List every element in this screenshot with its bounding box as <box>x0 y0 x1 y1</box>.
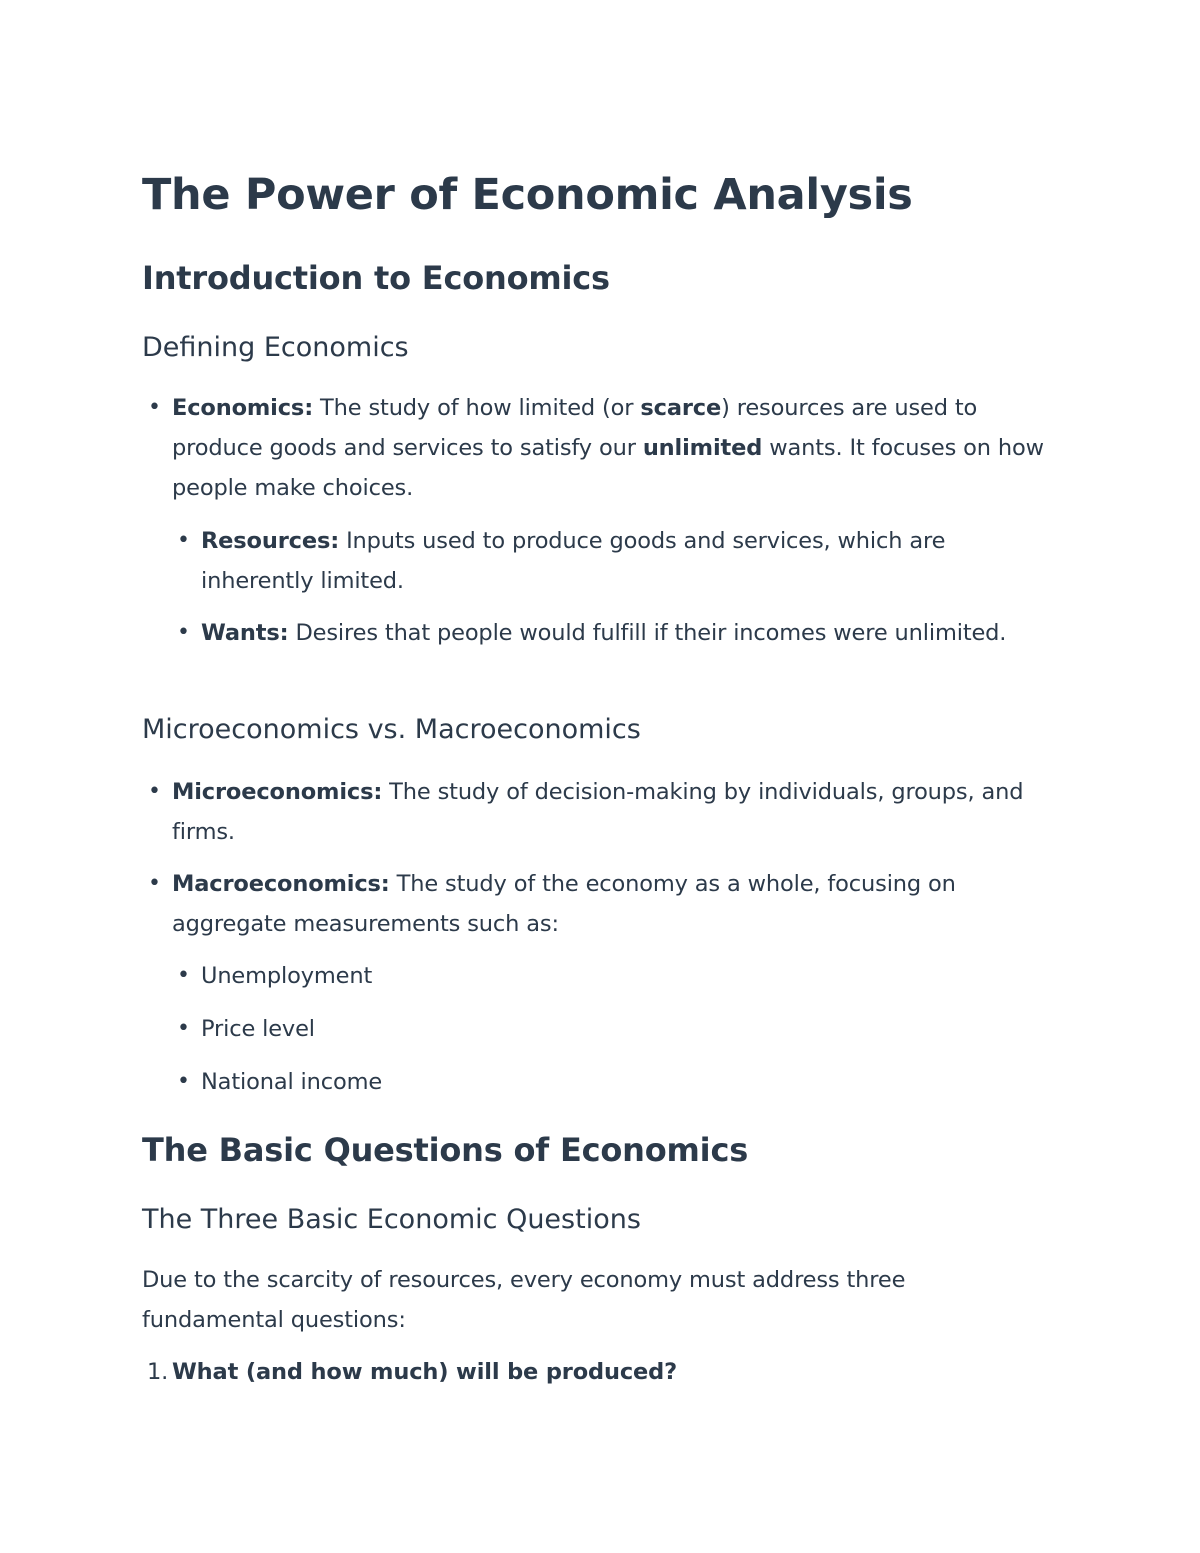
list-item-text: Price level <box>201 1016 315 1042</box>
term-separator: : <box>373 779 383 805</box>
list-item-economics <box>148 388 1052 508</box>
definition-text: The study of the economy as a whole, focusing on aggregate measurements such as: <box>172 871 956 937</box>
bullet-icon: • <box>177 620 190 645</box>
definition-text: Desires that people would fulfill if their incomes were unlimited. <box>288 620 1007 646</box>
term-economics: Economics <box>172 395 305 421</box>
list-item-national-income <box>177 1062 1051 1102</box>
bullet-icon: • <box>177 528 190 553</box>
term-separator: : <box>304 395 314 421</box>
list-item-resources <box>177 521 1051 601</box>
list-item-price-level <box>177 1009 1051 1049</box>
term-separator: : <box>380 871 390 897</box>
paragraph-scarcity: Due to the scarcity of resources, every economy must address three fundamental questions: <box>142 1267 906 1333</box>
subsection-heading-three-questions: The Three Basic Economic Questions <box>142 1204 641 1235</box>
emphasis-scarce: scarce <box>640 395 722 421</box>
list-item-macroeconomics <box>148 864 1052 944</box>
document-title: The Power of Economic Analysis <box>142 170 913 220</box>
term-resources: Resources <box>201 528 331 554</box>
definition-text: wants. It focuses on how people make choices. <box>172 435 1044 501</box>
list-item-unemployment <box>177 956 1051 996</box>
term-wants: Wants <box>201 620 280 646</box>
term-separator: : <box>330 528 340 554</box>
definition-text: The study of decision-making by individuals, groups, and firms. <box>172 779 1024 845</box>
term-separator: : <box>279 620 289 646</box>
bullet-icon: • <box>177 963 190 988</box>
bullet-icon: • <box>148 779 161 804</box>
definition-text: The study of how limited (or <box>313 395 641 421</box>
list-number: 1. <box>147 1359 169 1385</box>
term-microeconomics: Microeconomics <box>172 779 374 805</box>
list-item-wants <box>177 613 1051 653</box>
section-heading-basic-questions: The Basic Questions of Economics <box>142 1131 749 1169</box>
bullet-icon: • <box>177 1016 190 1041</box>
definition-text: Inputs used to produce goods and services, which are inherently limited. <box>201 528 946 594</box>
list-item-text: Unemployment <box>201 963 373 989</box>
subsection-heading-micro-macro: Microeconomics vs. Macroeconomics <box>142 714 641 745</box>
definition-text: ) resources are used to produce goods and services to satisfy our <box>172 395 978 461</box>
ordered-item-text: What (and how much) will be produced? <box>172 1359 678 1385</box>
bullet-icon: • <box>148 871 161 896</box>
list-item-text: National income <box>201 1069 383 1095</box>
subsection-heading-defining: Defining Economics <box>142 332 409 363</box>
bullet-icon: • <box>177 1069 190 1094</box>
section-heading-intro: Introduction to Economics <box>142 259 610 297</box>
list-item-microeconomics <box>148 772 1052 852</box>
emphasis-unlimited: unlimited <box>642 435 763 461</box>
term-macroeconomics: Macroeconomics <box>172 871 381 897</box>
ordered-item-1 <box>147 1352 678 1392</box>
bullet-icon: • <box>148 395 161 420</box>
